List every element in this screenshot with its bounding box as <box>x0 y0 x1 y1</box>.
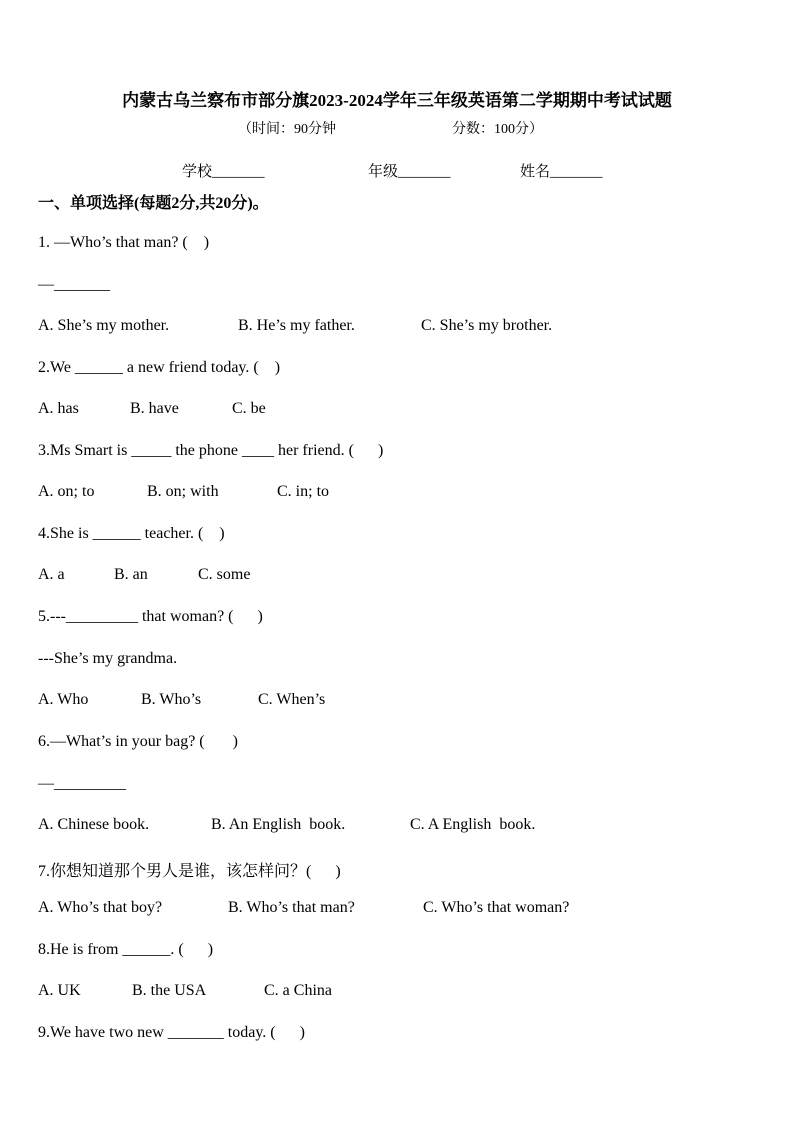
question-stem: 9.We have two new _______ today. ( ) <box>38 1024 305 1041</box>
option-c[interactable]: C. When’s <box>258 691 326 708</box>
option-c[interactable]: C. in; to <box>277 483 330 500</box>
option-b[interactable]: B. the USA <box>132 982 207 999</box>
option-b[interactable]: B. Who’s <box>141 691 202 708</box>
option-b[interactable]: B. An English book. <box>211 816 346 833</box>
question-stem: 8.He is from ______. ( ) <box>38 941 214 958</box>
question-stem: 1. —Who’s that man? ( ) <box>38 234 210 251</box>
option-b[interactable]: B. have <box>130 400 179 417</box>
grade-field[interactable]: 年级_______ <box>368 164 451 180</box>
question-stem: 6.—What’s in your bag? ( ) <box>38 733 238 750</box>
school-field[interactable]: 学校_______ <box>182 164 265 180</box>
option-c[interactable]: C. a China <box>264 982 332 999</box>
option-c[interactable]: C. some <box>198 566 251 583</box>
option-a[interactable]: A. Who’s that boy? <box>38 899 163 916</box>
option-a[interactable]: A. Who <box>38 691 89 708</box>
section-heading: 一、单项选择(每题2分,共20分)。 <box>38 195 269 212</box>
exam-time: （时间：90分钟 <box>238 122 336 137</box>
exam-score: 分数：100分） <box>452 122 543 137</box>
option-c[interactable]: C. A English book. <box>410 816 536 833</box>
page-title: 内蒙古乌兰察布市部分旗2023-2024学年三年级英语第二学期期中考试试题 <box>122 91 672 110</box>
answer-line: ---She’s my grandma. <box>38 650 178 667</box>
option-b[interactable]: B. Who’s that man? <box>228 899 355 916</box>
option-c[interactable]: C. be <box>232 400 266 417</box>
option-b[interactable]: B. He’s my father. <box>238 317 355 334</box>
option-b[interactable]: B. an <box>114 566 148 583</box>
option-a[interactable]: A. a <box>38 566 65 583</box>
option-a[interactable]: A. has <box>38 400 79 417</box>
answer-line: —_________ <box>38 775 126 792</box>
option-c[interactable]: C. Who’s that woman? <box>423 899 570 916</box>
option-a[interactable]: A. UK <box>38 982 81 999</box>
option-a[interactable]: A. Chinese book. <box>38 816 150 833</box>
name-field[interactable]: 姓名_______ <box>520 164 603 180</box>
option-c[interactable]: C. She’s my brother. <box>421 317 553 334</box>
question-stem: 3.Ms Smart is _____ the phone ____ her friend. ( ) <box>38 442 384 459</box>
question-stem: 2.We ______ a new friend today. ( ) <box>38 359 281 376</box>
option-b[interactable]: B. on; with <box>147 483 219 500</box>
question-stem: 4.She is ______ teacher. ( ) <box>38 525 225 542</box>
option-a[interactable]: A. She’s my mother. <box>38 317 170 334</box>
option-a[interactable]: A. on; to <box>38 483 95 500</box>
question-stem: 7.你想知道那个男人是谁，该怎样问？( ) <box>38 863 341 880</box>
question-stem: 5.---_________ that woman? ( ) <box>38 608 263 625</box>
answer-line: —_______ <box>38 276 110 293</box>
